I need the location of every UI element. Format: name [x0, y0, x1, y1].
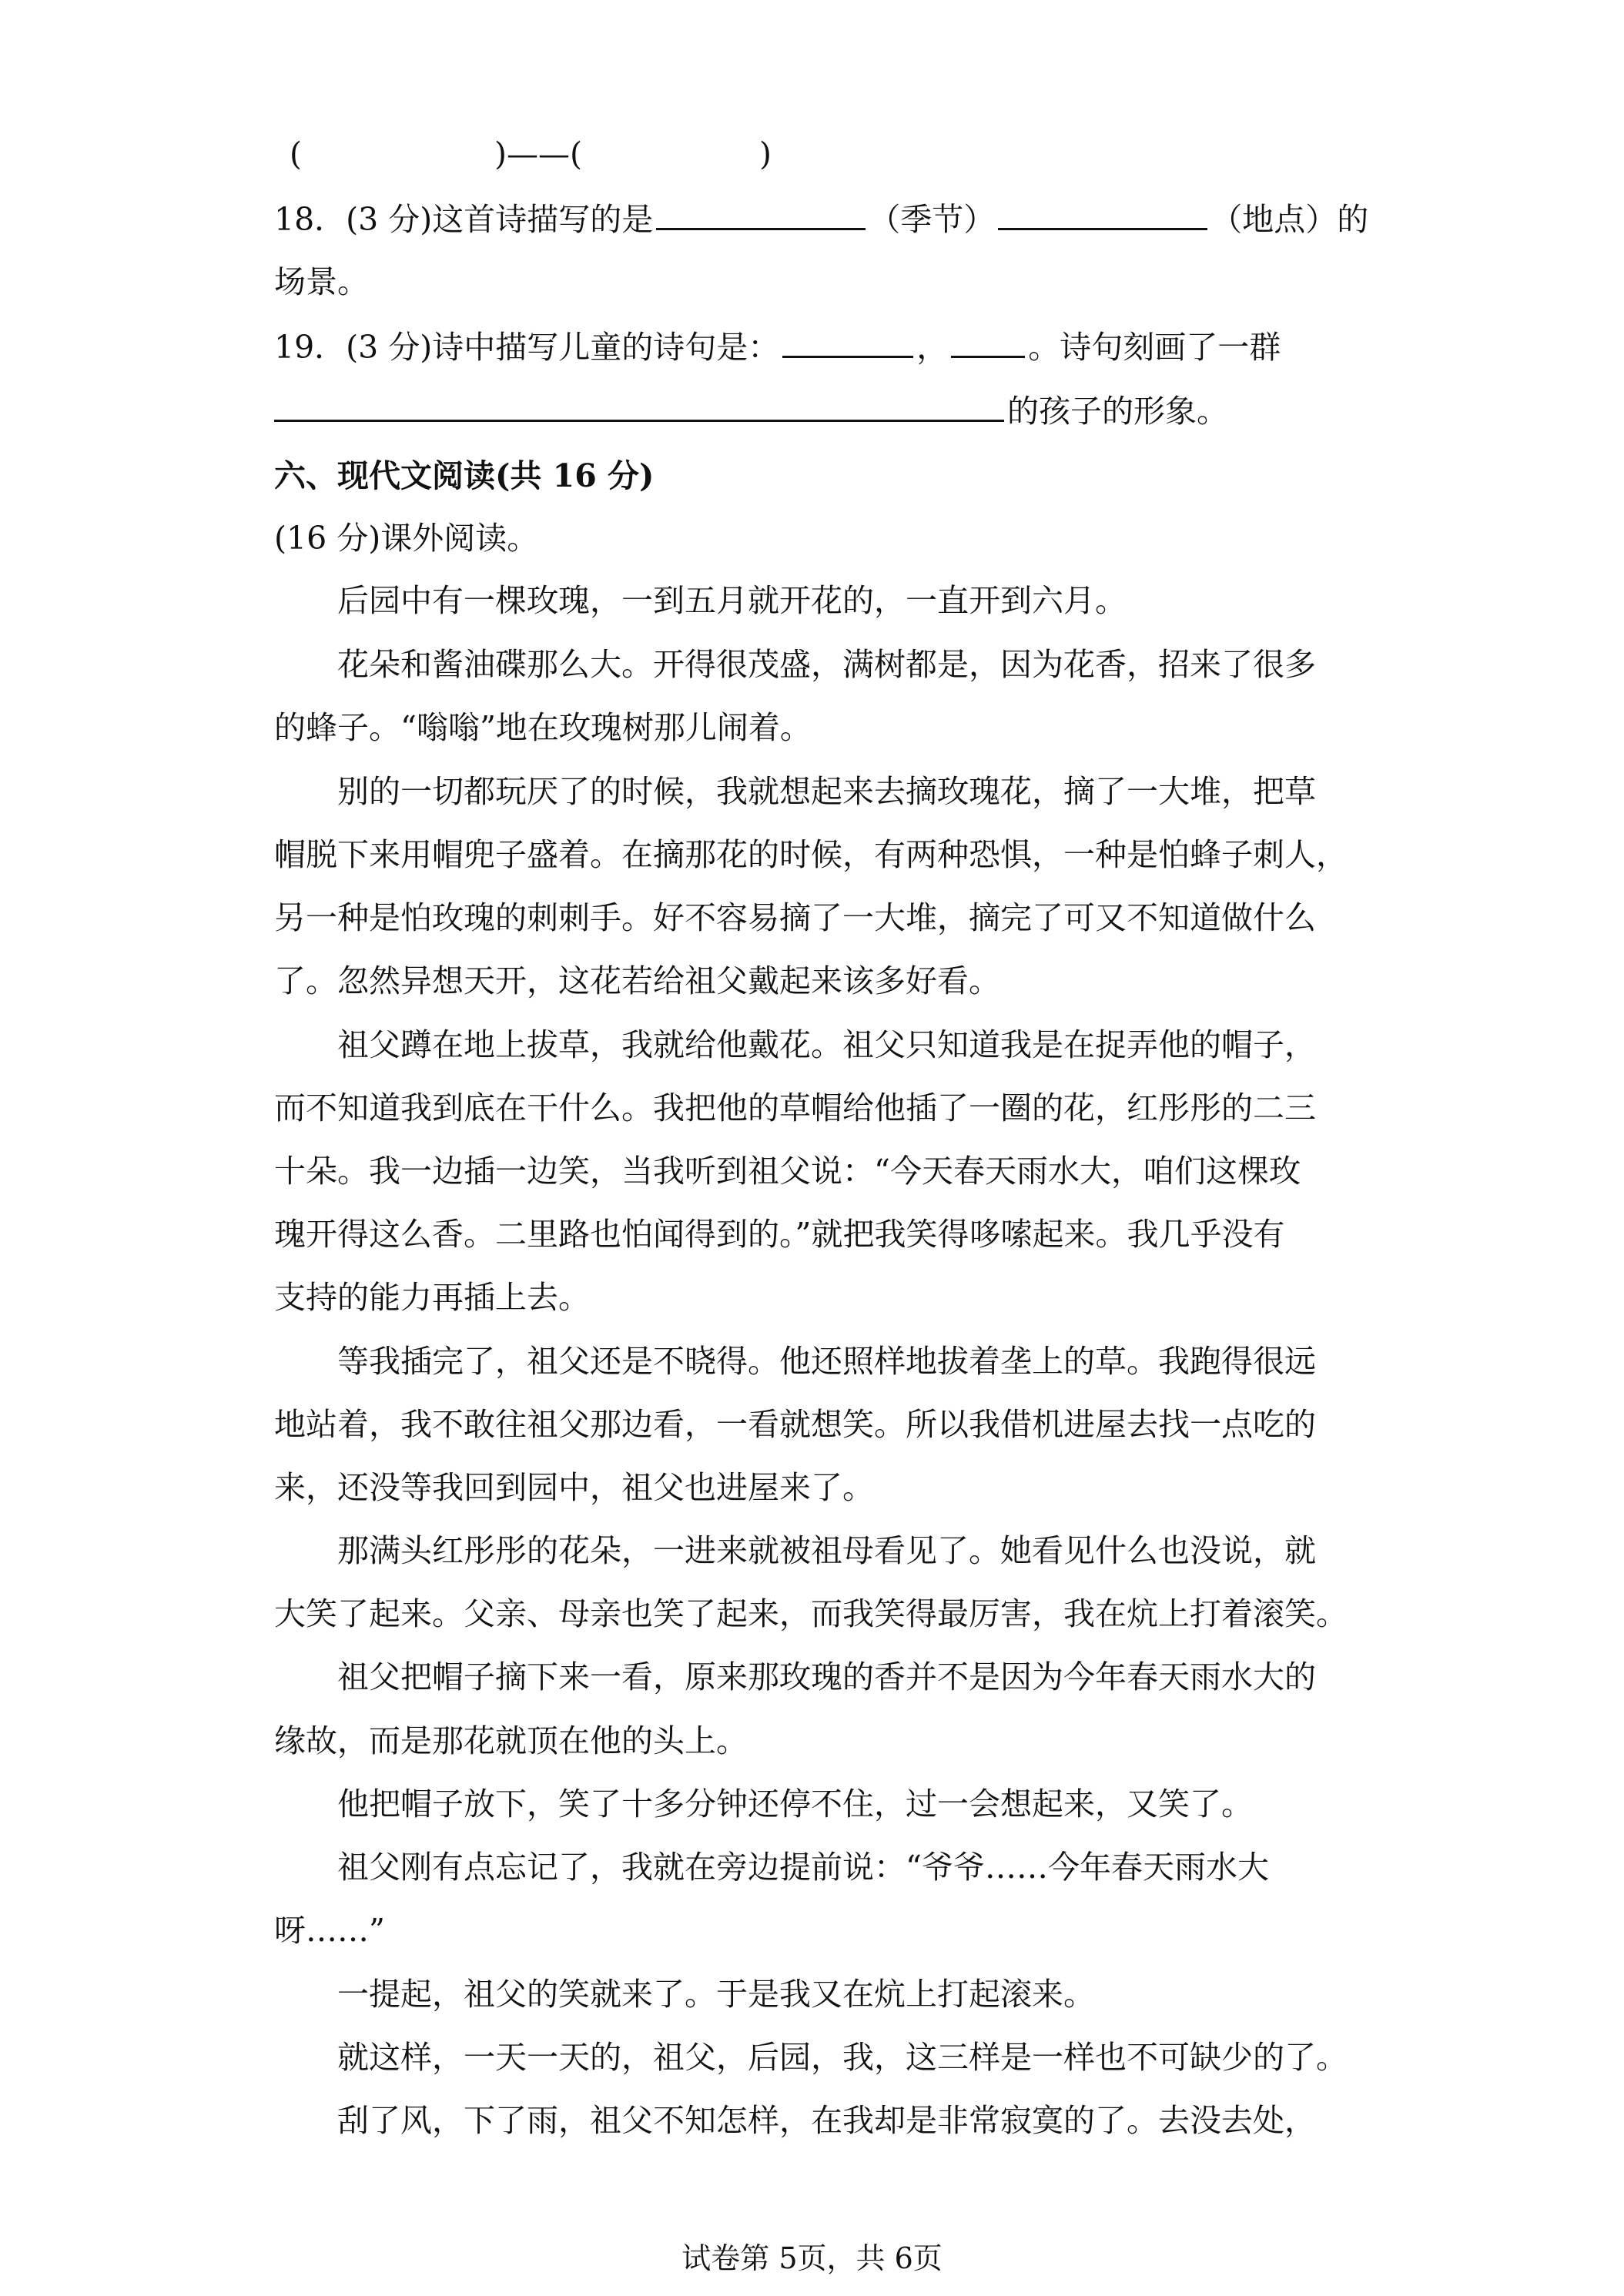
- page-footer: 试卷第 5页，共 6页: [681, 2241, 943, 2275]
- q19-comma: ，: [916, 329, 949, 366]
- passage-line: 支持的能力再插上去。: [274, 1279, 590, 1316]
- passage-line: 呀……”: [274, 1912, 385, 1949]
- passage-line: 祖父蹲在地上拔草，我就给他戴花。祖父只知道我是在捉弄他的帽子，: [337, 1026, 1316, 1063]
- passage-line: 的蜂子。“嗡嗡”地在玫瑰树那儿闹着。: [274, 709, 812, 746]
- q17-dash-paren: )——(: [494, 136, 582, 172]
- q19-blank-3[interactable]: [274, 389, 1004, 422]
- passage-line: 缘故，而是那花就顶在他的头上。: [274, 1722, 748, 1759]
- passage-line: 帽脱下来用帽兜子盛着。在摘那花的时候，有两种恐惧，一种是怕蜂子刺人，: [274, 836, 1348, 873]
- q18-prefix: 18．(3 分)这首诗描写的是: [274, 201, 654, 238]
- q18-season-label: （季节）: [869, 201, 996, 238]
- section-6-intro: (16 分)课外阅读。: [274, 520, 539, 557]
- passage-line: 十朵。我一边插一边笑，当我听到祖父说：“今天春天雨水大，咱们这棵玫: [274, 1153, 1301, 1190]
- passage-line: 等我插完了，祖父还是不晓得。他还照样地拔着垄上的草。我跑得很远: [337, 1343, 1316, 1380]
- passage-line: 祖父把帽子摘下来一看，原来那玫瑰的香并不是因为今年春天雨水大的: [337, 1658, 1316, 1695]
- passage-line: 来，还没等我回到园中，祖父也进屋来了。: [274, 1469, 874, 1506]
- passage-line: 刮了风，下了雨，祖父不知怎样，在我却是非常寂寞的了。去没去处，: [337, 2102, 1316, 2139]
- section-6-title: 六、现代文阅读(共 16 分): [274, 457, 655, 494]
- q19-tail: 的孩子的形象。: [1007, 393, 1228, 430]
- passage-line: 后园中有一棵玫瑰，一到五月就开花的，一直开到六月。: [337, 582, 1127, 619]
- passage-line: 地站着，我不敢往祖父那边看，一看就想笑。所以我借机进屋去找一点吃的: [274, 1406, 1316, 1443]
- q17-close-paren: ): [759, 136, 772, 172]
- q17-answer-line: [290, 132, 772, 176]
- q19-blank-2[interactable]: [951, 325, 1025, 358]
- q18-place-label: （地点）的: [1210, 201, 1369, 238]
- passage-line: 花朵和酱油碟那么大。开得很茂盛，满树都是，因为花香，招来了很多: [337, 646, 1316, 683]
- passage-line: 另一种是怕玫瑰的刺刺手。好不容易摘了一大堆，摘完了可又不知道做什么: [274, 899, 1316, 936]
- passage-line: 别的一切都玩厌了的时候，我就想起来去摘玫瑰花，摘了一大堆，把草: [337, 773, 1316, 810]
- passage-line: 他把帽子放下，笑了十多分钟还停不住，过一会想起来，又笑了。: [337, 1786, 1253, 1822]
- passage-line: 瑰开得这么香。二里路也怕闻得到的。”就把我笑得哆嗦起来。我几乎没有: [274, 1216, 1285, 1253]
- question-18-cont: 场景。: [274, 263, 369, 300]
- q19-blank-1[interactable]: [782, 325, 913, 358]
- q19-mid: 。诗句刻画了一群: [1028, 329, 1281, 366]
- passage-line: 就这样，一天一天的，祖父，后园，我，这三样是一样也不可缺少的了。: [337, 2039, 1348, 2076]
- question-19-cont: [274, 389, 1228, 433]
- passage-line: 那满头红彤彤的花朵，一进来就被祖母看见了。她看见什么也没说，就: [337, 1532, 1316, 1569]
- passage-line: 一提起，祖父的笑就来了。于是我又在炕上打起滚来。: [337, 1976, 1095, 2013]
- passage-line: 而不知道我到底在干什么。我把他的草帽给他插了一圈的花，红彤彤的二三: [274, 1089, 1316, 1126]
- q19-prefix: 19．(3 分)诗中描写儿童的诗句是：: [274, 329, 780, 366]
- q18-season-blank[interactable]: [656, 197, 866, 230]
- passage-line: 祖父刚有点忘记了，我就在旁边提前说：“爷爷……今年春天雨水大: [337, 1849, 1269, 1886]
- question-18: [274, 197, 1368, 241]
- question-19: [274, 325, 1281, 369]
- q18-place-blank[interactable]: [998, 197, 1207, 230]
- passage-line: 大笑了起来。父亲、母亲也笑了起来，而我笑得最厉害，我在炕上打着滚笑。: [274, 1595, 1348, 1632]
- passage-line: 了。忽然异想天开，这花若给祖父戴起来该多好看。: [274, 962, 1000, 999]
- q17-open-paren: (: [290, 136, 302, 172]
